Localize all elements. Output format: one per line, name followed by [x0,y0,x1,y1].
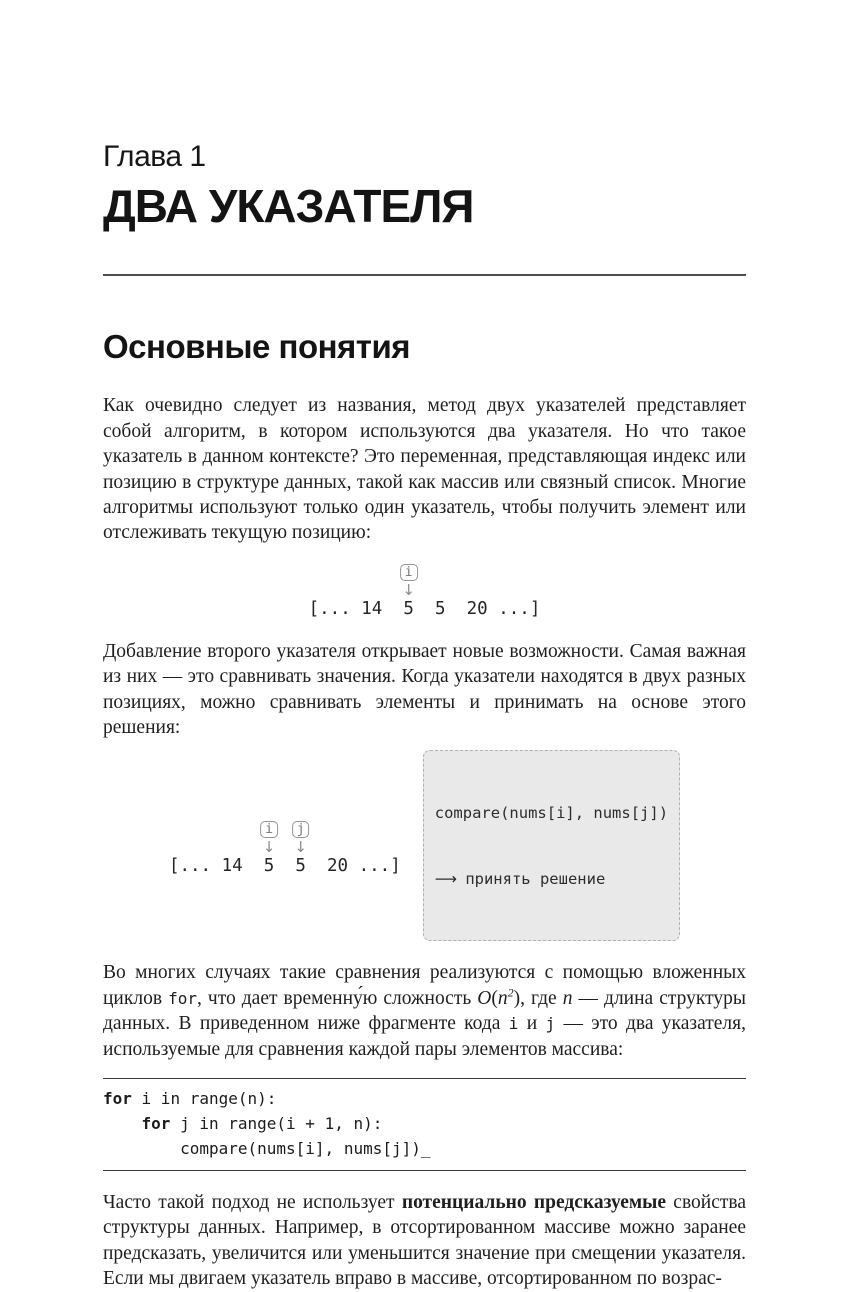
chapter-divider-rule [103,274,746,276]
pointer-i [400,564,418,598]
code-line: for j in range(i + 1, n): [141,1114,383,1134]
chapter-title: ДВА УКАЗАТЕЛЯ [103,180,474,232]
array-text: [... 14 5 5 20 ...] [168,855,401,876]
code-block [103,1078,746,1171]
inline-code-i: i [508,1014,519,1034]
inline-code-j: j [545,1014,556,1034]
pointer-j-box: j [292,821,310,838]
array-assembly [169,815,401,877]
chapter-label: Глава 1 [103,140,206,173]
paragraph-nested-loops: Во многих случаях такие сравнения реализуются с помощью вложенных циклов for, что дает временну́ю сложность $O(n^2)$, где n — длина структуры данных. В приведенном ниже фрагменте кода i и j — это два указателя, используемые для сравнения каждой пары элементов массива: [103,962,747,1060]
pointer-j [292,821,310,855]
paragraph-second-pointer: Добавление второго указателя открывает новые возможности. Самая важная из них — это сравнивать значения. Когда указатели находятся в двух разных позициях, можно сравнивать элементы и принимать на основе этого решения: [103,640,746,739]
math-n: n [497,987,508,1009]
pointer-row [169,815,401,855]
paragraph-intro: Как очевидно следует из названия, метод двух указателей представляет собой алгоритм, в котором используются два указателя. Но что такое указатель в данном контексте? Это переменная, представляющая индекс или позицию в структуре данных, такой как массив или связный список. Многие алгоритмы используют только один указатель, чтобы получить элемент или отслеживать текущую позицию: [103,395,746,544]
pointer-row [309,558,541,598]
code-line: for i in range(n): [103,1089,277,1109]
section-title: Основные понятия [103,328,411,365]
pointer-diagram-single [103,558,746,620]
pointer-i [260,821,278,855]
callout-decision-line [435,868,668,890]
chapter-header [103,140,746,276]
long-right-arrow-icon: ⟶ [434,870,456,889]
paragraph-predictable: Часто такой подход не использует потенциально предсказуемые свойства структуры данных. Например, в отсортированном массиве можно заранее предсказать, увеличится или уменьшится значение при смещении указателя. Если мы двигаем указатель вправо в массиве, отсортированном по возрас- [103,1192,746,1290]
callout-code-line: compare(nums[i], nums[j]) [434,804,669,823]
math-O: O [477,987,492,1009]
pointer-i-box: i [260,821,278,838]
inline-code-for: for [168,988,197,1008]
compare-callout-box [423,750,680,941]
math-n: n [562,987,573,1009]
code-line: compare(nums[i], nums[j])_ [103,1139,431,1159]
math-exponent: 2 [507,985,514,1000]
array-assembly [309,558,541,620]
pointer-diagram-double [103,750,746,941]
bold-emphasis: потенциально предсказуемые [401,1192,667,1214]
array-text: [... 14 5 5 20 ...] [308,598,541,619]
down-arrow-icon: ↓ [294,837,307,856]
down-arrow-icon: ↓ [262,837,276,856]
callout-action-label: принять решение [455,870,606,889]
down-arrow-icon: ↓ [402,580,415,599]
pointer-i-box: i [400,564,418,581]
